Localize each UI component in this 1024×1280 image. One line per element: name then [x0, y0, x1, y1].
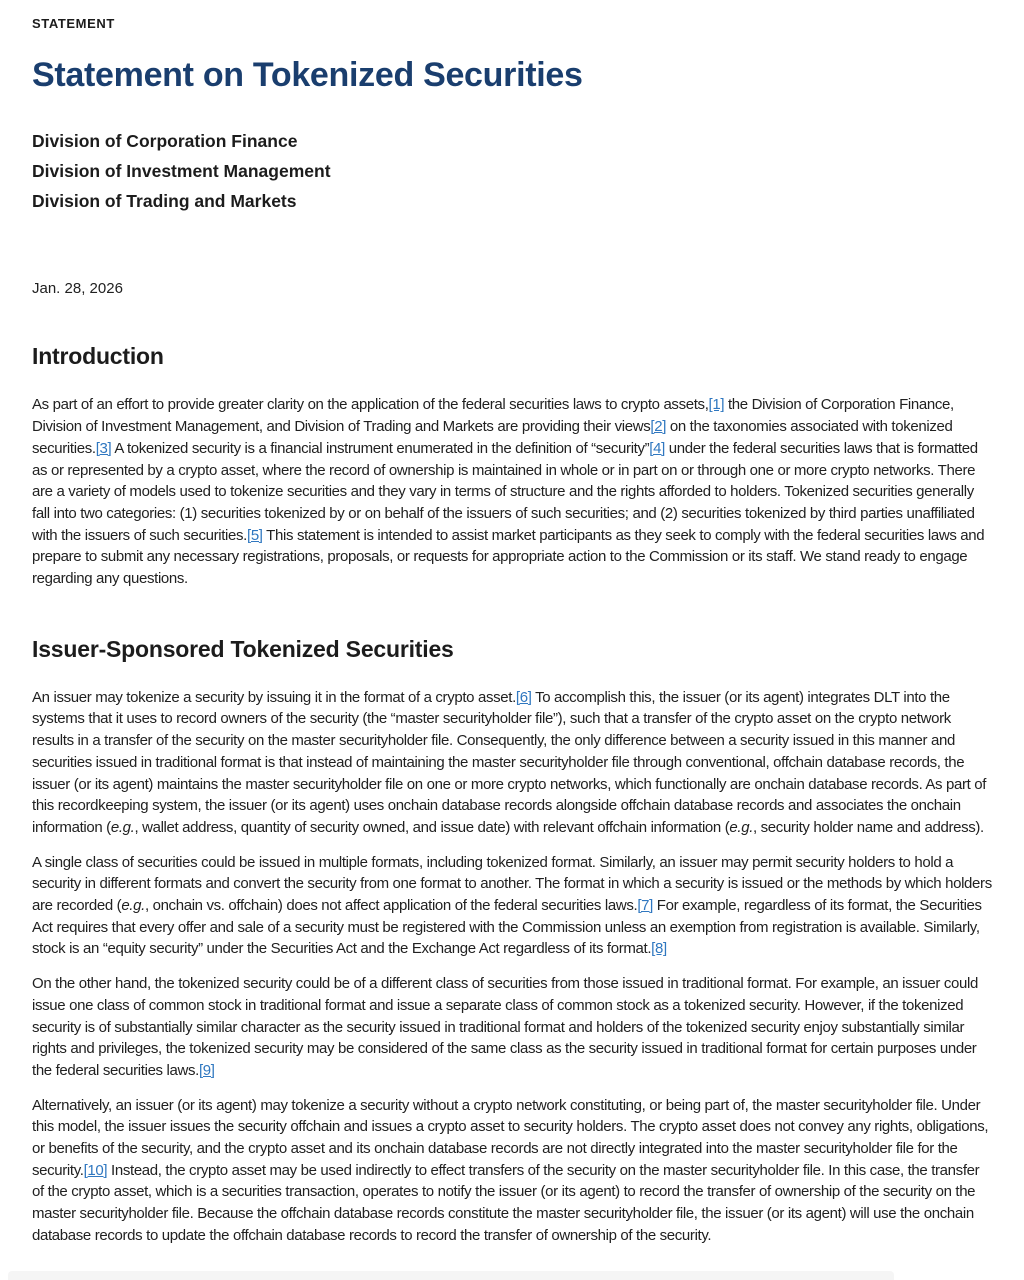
section-heading: Introduction — [32, 343, 164, 370]
footnote-link-6[interactable]: [6] — [515, 688, 532, 706]
footer-strip — [8, 1271, 894, 1280]
paragraph: Alternatively, an issuer (or its agent) may tokenize a security without a crypto network constituting, or being part of, the master securityholder file. Under this model, the issuer issues the security offchain and issues a crypto asset to security holders. The crypto asset does not convey any rights, obligations, or benefits of the security, and the crypto asset and its onchain database records are not directly integrated into the master securityholder file for the security.[10] Instead, the crypto asset may be used indirectly to effect transfers of the security on the master securityholder file. In this case, the transfer of the crypto asset, which is a securities transaction, operates to notify the issuer (or its agent) to record the transfer of ownership of the security on the master securityholder file. Because the offchain database records constitute the master securityholder file, the issuer (or its agent) will use the onchain database records to update the offchain database records to record the transfer of ownership of the security. — [32, 1096, 989, 1244]
italic-text: e.g. — [110, 818, 135, 836]
division-trading-markets: Division of Trading and Markets — [32, 191, 297, 212]
paragraph: As part of an effort to provide greater clarity on the application of the federal securities laws to crypto assets,[1] the Division of Corporation Finance, Division of Investment Management, and Division of Trading and Markets are providing their views[2] on the taxonomies associated with tokenized securities.[3] A tokenized security is a financial instrument enumerated in the definition of “security”[4] under the federal securities laws that is formatted as or represented by a crypto asset, where the record of ownership is maintained in whole or in part on or through one or more crypto networks. There are a variety of models used to tokenize securities and they vary in terms of structure and the rights afforded to holders. Tokenized securities generally fall into two categories: (1) securities tokenized by or on behalf of the issuers of such securities; and (2) securities tokenized by third parties unaffiliated with the issuers of such securities.[5] This statement is intended to assist market participants as they seek to comply with the federal securities laws and prepare to submit any necessary registrations, proposals, or requests for appropriate action to the Commission or its staff. We stand ready to engage regarding any questions. — [32, 396, 985, 588]
division-investment-management: Division of Investment Management — [32, 161, 331, 182]
footnote-link-9[interactable]: [9] — [198, 1061, 215, 1079]
publication-date: Jan. 28, 2026 — [32, 280, 123, 298]
footnote-link-1[interactable]: [1] — [708, 396, 725, 414]
italic-text: e.g. — [729, 818, 754, 836]
paragraph: An issuer may tokenize a security by issuing it in the format of a crypto asset.[6] To accomplish this, the issuer (or its agent) integrates DLT into the systems that it uses to record owners of the security (the “master securityholder file”), such that a transfer of the crypto asset on the crypto network results in a transfer of the security on the master securityholder file. Consequently, the only difference between a security issued in this manner and securities issued in traditional format is that instead of maintaining the master securityholder file through conventional, offchain database records, the issuer (or its agent) maintains the master securityholder file on one or more crypto networks, which functionally are onchain database records. As part of this recordkeeping system, the issuer (or its agent) uses onchain database records alongside offchain database records and associates the onchain information (e.g., wallet address, quantity of security owned, and issue date) with relevant offchain information (e.g., security holder name and address). — [32, 688, 987, 836]
footnote-link-7[interactable]: [7] — [637, 897, 653, 915]
footnote-link-10[interactable]: [10] — [83, 1161, 108, 1179]
division-corporation-finance: Division of Corporation Finance — [32, 131, 298, 152]
footnote-link-2[interactable]: [2] — [650, 418, 667, 436]
statement-eyebrow: STATEMENT — [32, 16, 115, 31]
italic-text: e.g. — [121, 897, 145, 915]
section-heading: Issuer-Sponsored Tokenized Securities — [32, 635, 454, 662]
paragraph: A single class of securities could be issued in multiple formats, including tokenized format. Similarly, an issuer may permit security holders to hold a security in different formats and convert the security from one format to another. The format in which a security is issued or the methods by which holders are recorded (e.g., onchain vs. offchain) does not affect application of the federal securities laws.[7] For example, regardless of its format, the Securities Act requires that every offer and sale of a security must be registered with the Commission unless an exemption from registration is available. Similarly, stock is an “equity security” under the Securities Act and the Exchange Act regardless of its format.[8] — [32, 853, 992, 958]
paragraph: On the other hand, the tokenized security could be of a different class of securities from those issued in traditional format. For example, an issuer could issue one class of common stock in traditional format and issue a separate class of common stock as a tokenized security. However, if the tokenized security is of substantially similar character as the security issued in traditional format and holders of the tokenized security enjoy substantially similar rights and privileges, the tokenized security may be considered of the same class as the security issued in traditional format for certain purposes under the federal securities laws.[9] — [32, 975, 978, 1079]
footnote-link-4[interactable]: [4] — [649, 439, 665, 457]
division-list — [32, 126, 994, 216]
footnote-link-8[interactable]: [8] — [651, 940, 667, 958]
footnote-link-3[interactable]: [3] — [95, 439, 112, 457]
article-body — [32, 343, 994, 1246]
footnote-link-5[interactable]: [5] — [247, 526, 263, 544]
page-title: Statement on Tokenized Securities — [32, 56, 583, 94]
